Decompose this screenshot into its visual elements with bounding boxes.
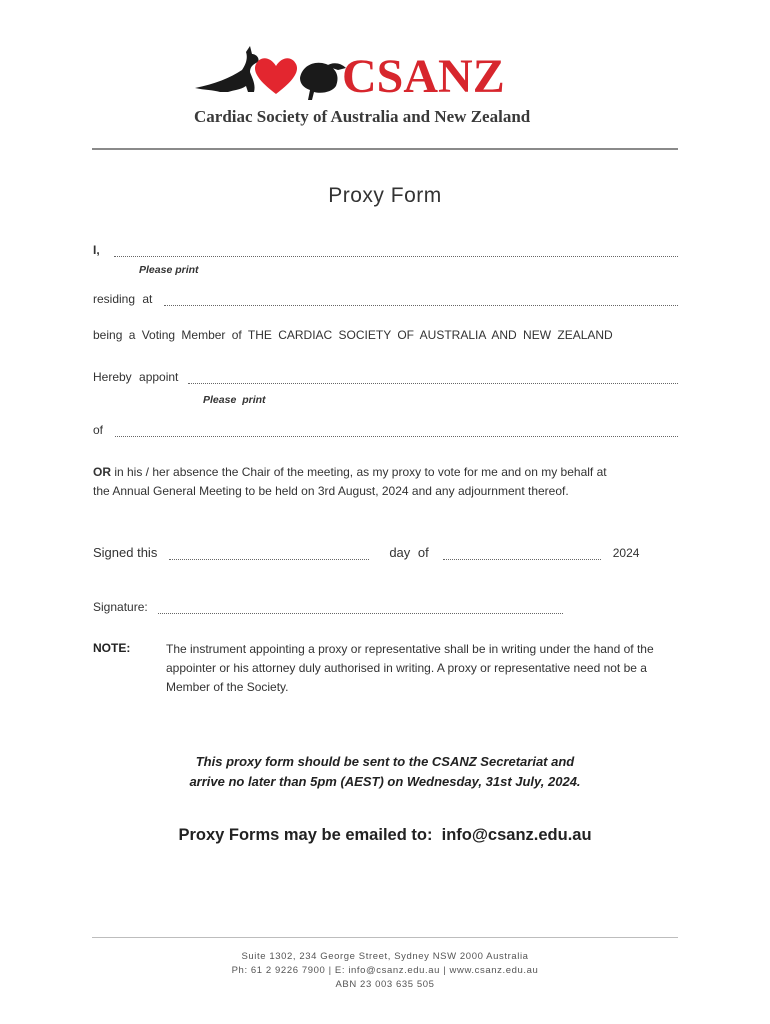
- footer: [0, 950, 770, 992]
- name-line: [93, 243, 678, 257]
- month-field[interactable]: [443, 549, 601, 560]
- brand-subtitle: Cardiac Society of Australia and New Zealand: [194, 107, 531, 126]
- appointee-address-line: [93, 423, 678, 437]
- signature-label: Signature:: [93, 600, 148, 614]
- or-label: OR: [93, 465, 111, 479]
- page-title: Proxy Form: [328, 184, 442, 207]
- residence-field[interactable]: [164, 296, 678, 306]
- signature-line: [93, 600, 563, 614]
- residing-label: residing at: [93, 292, 153, 306]
- header-divider: [92, 148, 678, 150]
- deadline-line-2: arrive no later than 5pm (AEST) on Wednesday, 31st July, 2024.: [189, 774, 581, 789]
- signed-label: Signed this: [93, 545, 158, 560]
- email-instruction: Proxy Forms may be emailed to: info@csanz.edu.au: [178, 826, 592, 844]
- appointee-field[interactable]: [188, 374, 678, 384]
- note-text: The instrument appointing a proxy or representative shall be in writing under the hand of the appointer or his attorney duly authorised in writing. A proxy or representative need not be a Member of the Society.: [166, 642, 654, 694]
- signed-line: [93, 545, 678, 560]
- appoint-line: [93, 370, 678, 384]
- kangaroo-heart-kiwi-icon: [190, 40, 590, 130]
- please-print-hint: Please print: [139, 264, 199, 276]
- brand-text: CSANZ: [342, 50, 505, 103]
- residence-line: [93, 292, 678, 306]
- absence-text-1: in his / her absence the Chair of the meeting, as my proxy to vote for me and on my behalf at: [111, 465, 607, 479]
- footer-address: Suite 1302, 234 George Street, Sydney NSW 2000 Australia: [241, 951, 529, 962]
- csanz-logo: [190, 40, 590, 130]
- signature-field[interactable]: [158, 604, 563, 614]
- name-field[interactable]: [114, 247, 678, 257]
- footer-contact: Ph: 61 2 9226 7900 | E: info@csanz.edu.au | www.csanz.edu.au: [231, 965, 539, 976]
- i-label: I,: [93, 243, 100, 257]
- footer-abn: ABN 23 003 635 505: [335, 979, 435, 990]
- note-label: NOTE:: [93, 641, 131, 655]
- signed-day-field[interactable]: [169, 549, 369, 560]
- deadline-notice: [0, 752, 770, 792]
- deadline-line-1: This proxy form should be sent to the CSANZ Secretariat and: [195, 754, 575, 769]
- day-of-label: day of: [389, 545, 429, 560]
- absence-paragraph: [93, 463, 683, 501]
- footer-divider: [92, 937, 678, 938]
- voting-member-text: being a Voting Member of THE CARDIAC SOCIETY OF AUSTRALIA AND NEW ZEALAND: [93, 328, 613, 342]
- absence-text-2: the Annual General Meeting to be held on 3rd August, 2024 and any adjournment thereof.: [93, 484, 569, 498]
- appoint-label: Hereby appoint: [93, 370, 179, 384]
- please-print-hint-2: Please print: [203, 394, 266, 406]
- appointee-address-field[interactable]: [115, 427, 678, 437]
- year-text: 2024: [612, 546, 640, 560]
- of-label: of: [93, 423, 104, 437]
